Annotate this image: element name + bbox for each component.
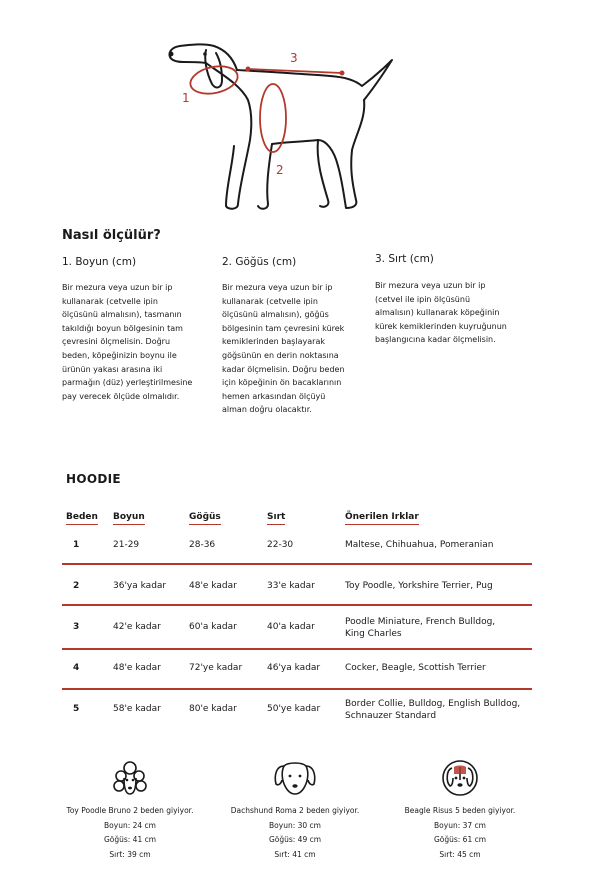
neck-measure-number: 1 (182, 91, 190, 105)
example-dachshund (205, 758, 385, 862)
cell-chest: 80'e kadar (189, 704, 237, 714)
header-size: Beden (66, 512, 98, 525)
back-measure-number: 3 (290, 51, 298, 65)
example-neck: Boyun: 30 cm (269, 820, 321, 830)
chest-measure-number: 2 (276, 163, 284, 177)
back-measure-end-dot (340, 71, 345, 76)
example-back: Sırt: 41 cm (274, 849, 316, 859)
text-line: Bir mezura veya uzun bir ip (375, 281, 486, 290)
cell-neck: 42'e kadar (113, 622, 161, 632)
dog-eye (203, 52, 207, 56)
cell-back: 50'ye kadar (267, 704, 321, 714)
cell-size: 4 (73, 663, 80, 673)
row-divider (62, 604, 532, 606)
row-divider (62, 563, 532, 565)
text-line: çevresini ölçmelisin. Doğru (62, 337, 171, 347)
example-caption: Dachshund Roma 2 beden giyiyor. (230, 806, 360, 815)
text-line: parmağın (düz) yerleştirilmesine (62, 378, 193, 388)
text-line: ölçüsünü almalısın), tasmanın (62, 310, 182, 320)
cell-chest: 60'a kadar (189, 622, 237, 632)
text-line: kullanarak (cetvelle ipin (222, 296, 318, 306)
back-instructions (375, 279, 535, 347)
poodle-icon (110, 758, 150, 798)
text-line: için köpeğinin ön bacaklarının (222, 378, 342, 388)
row-divider (62, 648, 532, 650)
text-line: Bir mezura veya uzun bir ip (222, 283, 333, 292)
breeds-line: Poodle Miniature, French Bulldog, (345, 617, 496, 627)
example-caption: Toy Poodle Bruno 2 beden giyiyor. (66, 806, 194, 815)
example-neck: Boyun: 24 cm (104, 820, 156, 830)
neck-instructions (62, 281, 207, 403)
cell-back: 40'a kadar (267, 622, 315, 632)
header-breeds: Önerilen Irklar (345, 512, 419, 525)
table-title: HOODIE (66, 472, 121, 486)
text-line: başlangıcına kadar ölçmelisin. (375, 335, 496, 345)
row-divider (62, 688, 532, 690)
breeds-line: King Charles (345, 629, 402, 639)
cell-breeds: Maltese, Chihuahua, Pomeranian (345, 540, 494, 550)
cell-size: 1 (73, 540, 80, 550)
cell-size: 3 (73, 622, 80, 632)
example-neck: Boyun: 37 cm (434, 820, 486, 830)
dog-nose (169, 52, 174, 57)
example-chest: Göğüs: 41 cm (103, 835, 157, 844)
chest-measure-line (260, 84, 286, 152)
cell-neck: 58'e kadar (113, 704, 161, 714)
text-line: bölgesinin tam çevresini kürek (222, 323, 345, 333)
example-poodle (40, 758, 220, 862)
cell-breeds: Cocker, Beagle, Scottish Terrier (345, 663, 486, 673)
text-line: Bir mezura veya uzun bir ip (62, 283, 173, 292)
text-line: pay verecek ölçüde olmalıdır. (62, 391, 180, 401)
text-line: alman doğru olacaktır. (222, 405, 312, 415)
text-line: kemiklerinden başlayarak (222, 337, 325, 347)
example-chest: Göğüs: 49 cm (268, 835, 322, 844)
text-line: ürünün yakası arasına iki (62, 364, 163, 374)
text-line: hemen arkasından ölçüyü (222, 391, 326, 401)
text-line: beden, köpeğinizin boynu ile (62, 350, 177, 360)
dog-measurement-diagram (0, 0, 595, 225)
cell-back: 46'ya kadar (267, 663, 321, 673)
example-back: Sırt: 45 cm (439, 849, 481, 859)
text-line: kadar ölçmelisin. Doğru beden (222, 364, 345, 374)
back-measure-start-dot (246, 67, 251, 72)
text-line: ölçüsünü almalısın), göğüs (222, 310, 329, 320)
breeds-line: Border Collie, Bulldog, English Bulldog, (345, 699, 521, 709)
cell-breeds (345, 698, 520, 722)
cell-back: 22-30 (267, 540, 294, 550)
cell-chest: 48'e kadar (189, 581, 237, 591)
text-line: kürek kemiklerinden kuyruğunun (375, 321, 507, 331)
chest-instructions (222, 281, 367, 417)
neck-column-title: 1. Boyun (cm) (62, 256, 137, 268)
cell-chest: 28-36 (189, 540, 216, 550)
cell-size: 5 (73, 704, 80, 714)
text-line: göğsünün en derin noktasına (222, 350, 339, 360)
example-chest: Göğüs: 61 cm (433, 835, 487, 844)
cell-chest: 72'ye kadar (189, 663, 243, 673)
neck-measure-line (188, 62, 240, 97)
cell-breeds: Toy Poodle, Yorkshire Terrier, Pug (345, 581, 493, 591)
cell-back: 33'e kadar (267, 581, 315, 591)
text-line: takıldığı boyun bölgesinin tam (62, 323, 183, 333)
cell-size: 2 (73, 581, 80, 591)
header-neck: Boyun (113, 512, 145, 525)
howto-title: Nasıl ölçülür? (62, 228, 161, 243)
header-back: Sırt (267, 512, 285, 525)
chest-column-title: 2. Göğüs (cm) (222, 256, 297, 268)
breeds-line: Schnauzer Standard (345, 711, 437, 721)
text-line: (cetvel ile ipin ölçüsünü (375, 294, 471, 304)
example-caption: Beagle Risus 5 beden giyiyor. (404, 806, 516, 815)
example-beagle (370, 758, 550, 862)
cell-neck: 21-29 (113, 540, 140, 550)
text-line: kullanarak (cetvelle ipin (62, 296, 158, 306)
cell-neck: 36'ya kadar (113, 581, 167, 591)
text-line: almalısın) kullanarak köpeğinin (375, 308, 500, 318)
beagle-icon (440, 758, 480, 798)
header-chest: Göğüs (189, 512, 221, 525)
back-column-title: 3. Sırt (cm) (375, 253, 434, 265)
cell-neck: 48'e kadar (113, 663, 161, 673)
cell-breeds (345, 616, 495, 640)
dachshund-icon (272, 758, 318, 798)
example-back: Sırt: 39 cm (109, 849, 151, 859)
